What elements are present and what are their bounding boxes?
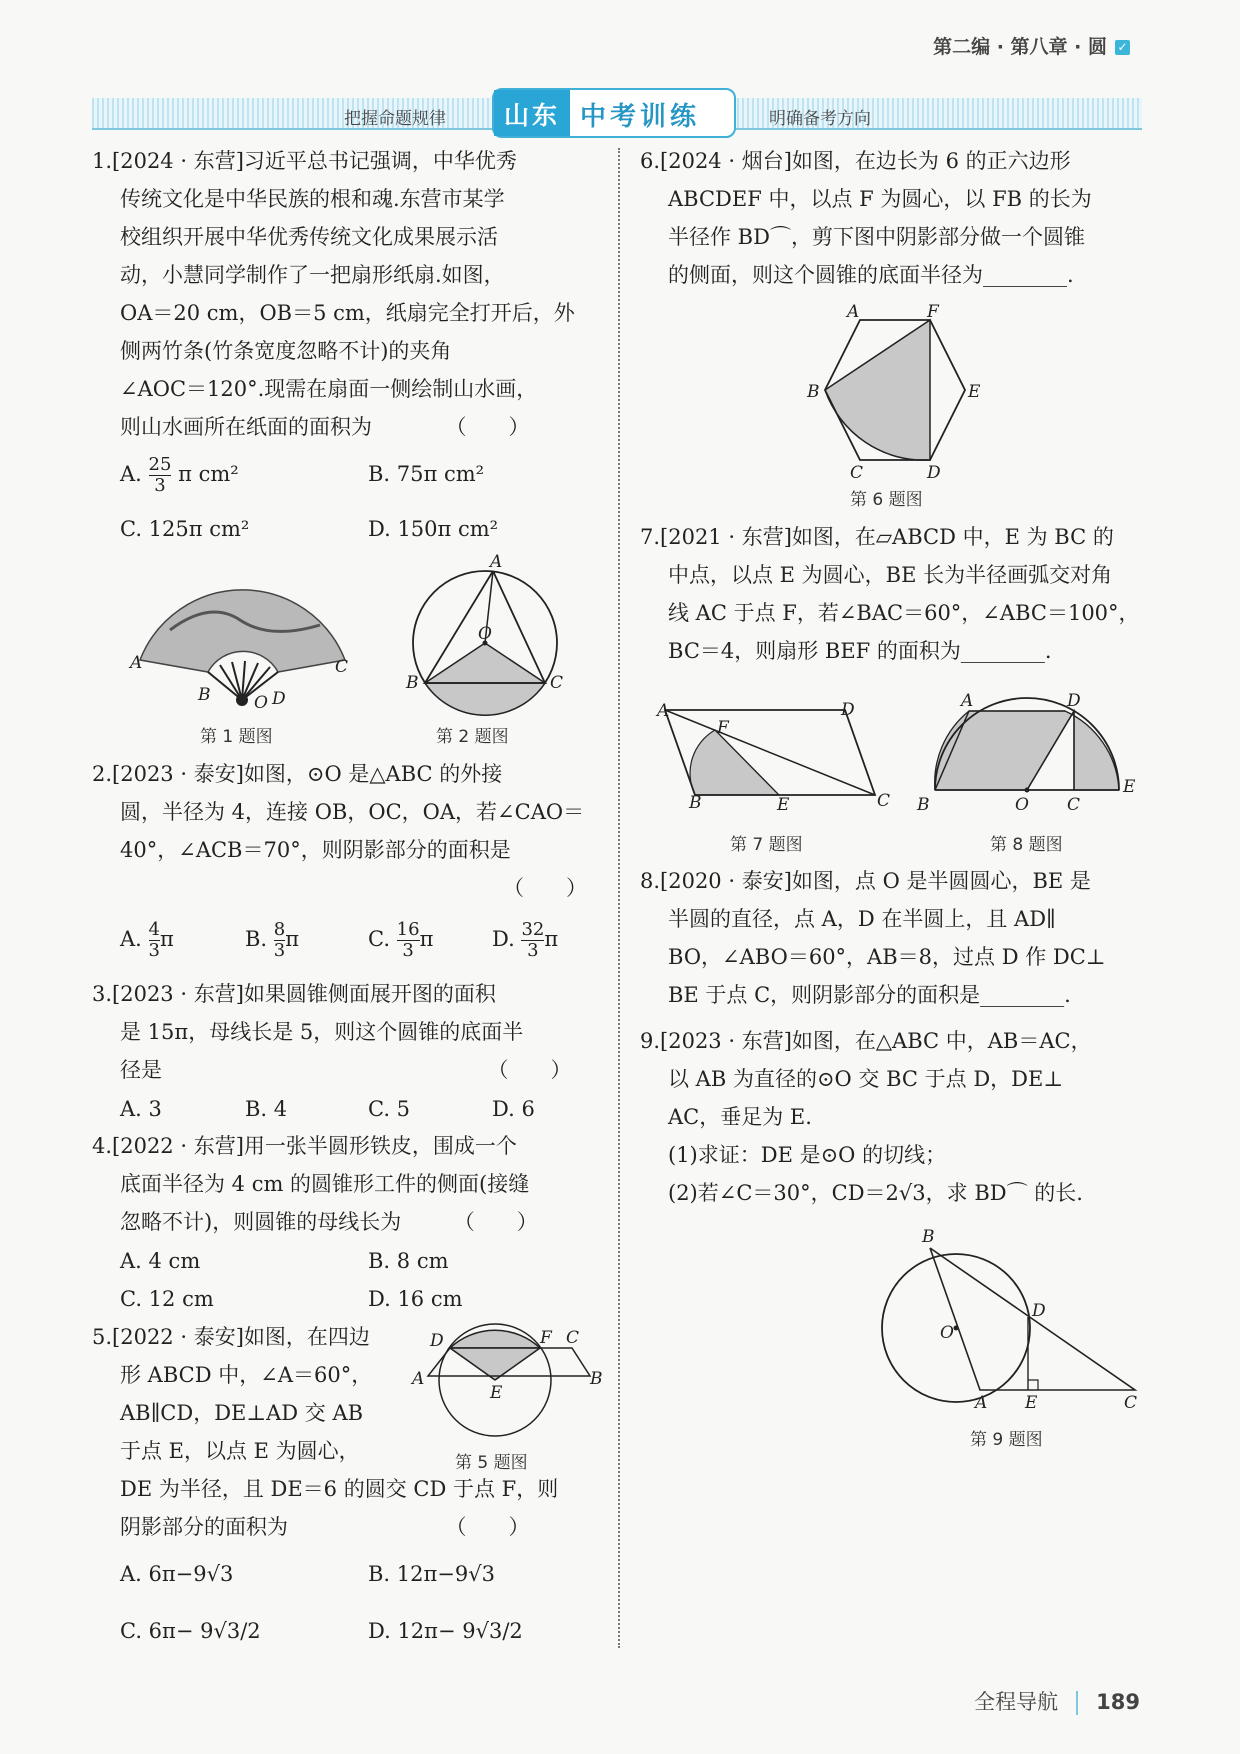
fig8-label-c: C: [1067, 795, 1081, 815]
caption-fig1: 第 1 题图: [200, 727, 273, 747]
caption-fig7: 第 7 题图: [730, 835, 803, 855]
q1-option-d: D. 150π cm²: [368, 517, 499, 541]
figure-1-fan: [130, 560, 360, 713]
text-line: 于点 E，以点 E 为圆心，: [120, 1439, 360, 1463]
caption-fig2: 第 2 题图: [436, 727, 509, 747]
fig1-label-d: D: [272, 689, 286, 709]
question-1: [92, 142, 597, 446]
text-line: AB∥CD，DE⊥AD 交 AB: [120, 1401, 364, 1425]
text-line: 9.[2023 · 东营]如图，在△ABC 中，AB＝AC，: [640, 1029, 1092, 1053]
q4-option-d: D. 16 cm: [368, 1287, 463, 1311]
fig5-label-f: F: [540, 1328, 552, 1348]
q4-option-a: A. 4 cm: [120, 1249, 201, 1273]
fig5-label-b: B: [590, 1369, 603, 1389]
figure-2-circle: [400, 552, 564, 720]
q5-option-a: A. 6π−9√3: [120, 1562, 234, 1586]
page-footer: [974, 1686, 1140, 1716]
q2-option-b: B. $\frac{8}{3}$ π: [245, 919, 300, 961]
caption-fig5: 第 5 题图: [455, 1453, 528, 1473]
caption-fig6: 第 6 题图: [850, 490, 923, 510]
fig7-label-a: A: [657, 701, 670, 721]
text-line: 1.[2024 · 东营]习近平总书记强调，中华优秀: [92, 149, 517, 173]
caption-fig8: 第 8 题图: [990, 835, 1063, 855]
fig2-label-b: B: [406, 673, 419, 693]
fig2-label-c: C: [550, 673, 564, 693]
fig2-label-o: O: [478, 624, 492, 644]
figure-6-hexagon: [805, 302, 985, 483]
fig7-label-b: B: [689, 793, 702, 813]
text-line: 的侧面，则这个圆锥的底面半径为________.: [668, 263, 1074, 287]
column-divider: [618, 148, 620, 1648]
fig1-label-a: A: [130, 653, 143, 673]
text-line: (2)若∠C＝30°，CD＝2√3，求 BD⌒ 的长.: [668, 1181, 1083, 1205]
text-line: （ ）: [503, 876, 587, 900]
q4-option-c: C. 12 cm: [120, 1287, 214, 1311]
fig9-label-b: B: [922, 1227, 935, 1247]
text-line: 形 ABCD 中，∠A＝60°，: [120, 1363, 373, 1387]
q1-option-b: B. 75π cm²: [368, 462, 485, 486]
q3-option-b: B. 4: [245, 1097, 288, 1121]
text-line: 动，小慧同学制作了一把扇形纸扇.如图，: [120, 263, 505, 287]
fig7-label-f: F: [717, 718, 729, 738]
page-number: 189: [1096, 1690, 1140, 1714]
q5-option-c: C. 6π− 9√3/2: [120, 1619, 261, 1643]
text-line: 半径作 BD⌒，剪下图中阴影部分做一个圆锥: [668, 225, 1085, 249]
text-line: (1)求证：DE 是⊙O 的切线；: [668, 1143, 947, 1167]
footer-label: 全程导航: [974, 1690, 1059, 1714]
text-line: 传统文化是中华民族的根和魂.东营市某学: [120, 187, 505, 211]
fig5-label-d: D: [430, 1331, 444, 1351]
text-line: 6.[2024 · 烟台]如图，在边长为 6 的正六边形: [640, 149, 1071, 173]
section-banner: [92, 98, 1142, 130]
fig5-label-a: A: [412, 1369, 425, 1389]
text-line: 校组织开展中华优秀传统文化成果展示活: [120, 225, 498, 249]
fig6-label-d: D: [927, 463, 941, 483]
fig8-label-e: E: [1123, 777, 1136, 797]
fig9-label-c: C: [1124, 1393, 1138, 1413]
fig7-label-d: D: [841, 700, 855, 720]
q3-option-d: D. 6: [492, 1097, 535, 1121]
banner-title-b: 中考训练: [580, 102, 701, 132]
text-line: OA＝20 cm，OB＝5 cm，纸扇完全打开后，外: [120, 301, 575, 325]
text-line: 2.[2023 · 泰安]如图，⊙O 是△ABC 的外接: [92, 762, 503, 786]
text-line: BO，∠ABO＝60°，AB＝8，过点 D 作 DC⊥: [668, 945, 1106, 969]
q4-option-b: B. 8 cm: [368, 1249, 449, 1273]
figure-7-parallelogram: [655, 700, 895, 815]
figure-5: [410, 1318, 603, 1443]
text-line: 忽略不计)，则圆锥的母线长为 （ ）: [120, 1210, 538, 1234]
fig6-label-a: A: [847, 302, 860, 322]
text-line: 40°，∠ACB＝70°，则阴影部分的面积是: [120, 838, 511, 862]
q1-option-a: A. $\frac{25}{3}$ π cm²: [120, 454, 239, 496]
figure-9: [880, 1228, 1150, 1413]
chapter-header: [933, 32, 1130, 59]
fig5-label-e: E: [490, 1383, 503, 1403]
fig9-label-e: E: [1025, 1393, 1038, 1413]
fig1-label-o: O: [254, 693, 268, 713]
text-line: 半圆的直径，点 A，D 在半圆上，且 AD∥: [668, 907, 1056, 931]
text-line: ∠AOC＝120°.现需在扇面一侧绘制山水画，: [120, 377, 538, 401]
text-line: 7.[2021 · 东营]如图，在▱ABCD 中，E 为 BC 的: [640, 525, 1114, 549]
text-line: 以 AB 为直径的⊙O 交 BC 于点 D，DE⊥: [668, 1067, 1064, 1091]
question-8: [640, 862, 1145, 1014]
q2-option-d: D. $\frac{32}{3}$ π: [492, 919, 559, 961]
text-line: 线 AC 于点 F，若∠BAC＝60°，∠ABC＝100°，: [668, 601, 1140, 625]
fig8-label-a: A: [961, 691, 974, 711]
text-line: ABCDEF 中，以点 F 为圆心，以 FB 的长为: [668, 187, 1092, 211]
fig7-label-c: C: [877, 791, 891, 811]
fig9-label-a: A: [975, 1393, 988, 1413]
question-9: [640, 1022, 1145, 1212]
text-line: AC，垂足为 E.: [668, 1105, 812, 1129]
text-line: 中点，以点 E 为圆心，BE 长为半径画弧交对角: [668, 563, 1113, 587]
caption-fig9: 第 9 题图: [970, 1430, 1043, 1450]
fig6-label-c: C: [850, 463, 864, 483]
check-icon: ✓: [1115, 40, 1130, 55]
q5-option-b: B. 12π−9√3: [368, 1562, 496, 1586]
text-line: 4.[2022 · 东营]用一张半圆形铁皮，围成一个: [92, 1134, 517, 1158]
text-line: 8.[2020 · 泰安]如图，点 O 是半圆圆心，BE 是: [640, 869, 1091, 893]
question-4: [92, 1127, 597, 1241]
text-line: 则山水画所在纸面的面积为 （ ）: [120, 415, 530, 439]
question-2: [92, 755, 597, 907]
fig8-label-b: B: [917, 795, 930, 815]
text-line: DE 为半径，且 DE＝6 的圆交 CD 于点 F，则: [120, 1477, 559, 1501]
fig5-label-c: C: [566, 1328, 580, 1348]
question-7: [640, 518, 1145, 670]
fig9-label-o: O: [940, 1323, 954, 1343]
q3-option-a: A. 3: [120, 1097, 162, 1121]
text-line: 是 15π，母线长是 5，则这个圆锥的底面半: [120, 1020, 524, 1044]
banner-title: [492, 88, 736, 138]
fig8-label-d: D: [1067, 691, 1081, 711]
figure-8-semicircle: [915, 690, 1145, 815]
text-line: 底面半径为 4 cm 的圆锥形工件的侧面(接缝: [120, 1172, 530, 1196]
q1-option-c: C. 125π cm²: [120, 517, 250, 541]
text-line: 圆，半径为 4，连接 OB，OC，OA，若∠CAO＝: [120, 800, 585, 824]
fig7-label-e: E: [777, 795, 790, 815]
fig2-label-a: A: [490, 552, 503, 572]
text-line: 5.[2022 · 泰安]如图，在四边: [92, 1325, 370, 1349]
fig6-label-f: F: [927, 302, 939, 322]
q2-option-a: A. $\frac{4}{3}$ π: [120, 919, 174, 961]
text-line: 侧两竹条(竹条宽度忽略不计)的夹角: [120, 339, 452, 363]
question-3: [92, 975, 597, 1089]
q3-option-c: C. 5: [368, 1097, 411, 1121]
q2-option-c: C. $\frac{16}{3}$ π: [368, 919, 434, 961]
fig6-label-b: B: [807, 382, 820, 402]
question-6: [640, 142, 1145, 294]
banner-title-a: 山东: [494, 90, 570, 136]
text-line: 阴影部分的面积为 （ ）: [120, 1515, 530, 1539]
chapter-text: 第二编 · 第八章 · 圆: [933, 36, 1107, 58]
text-line: 径是 （ ）: [120, 1058, 572, 1082]
banner-left: 把握命题规律: [344, 109, 446, 129]
text-line: BC＝4，则扇形 BEF 的面积为________.: [668, 639, 1052, 663]
fig6-label-e: E: [968, 382, 981, 402]
q5-option-d: D. 12π− 9√3/2: [368, 1619, 523, 1643]
fig1-label-b: B: [198, 685, 211, 705]
fig8-label-o: O: [1015, 795, 1029, 815]
text-line: BE 于点 C，则阴影部分的面积是________.: [668, 983, 1071, 1007]
fig9-label-d: D: [1032, 1301, 1046, 1321]
text-line: 3.[2023 · 东营]如果圆锥侧面展开图的面积: [92, 982, 496, 1006]
fig1-label-c: C: [335, 657, 349, 677]
banner-right: 明确备考方向: [769, 109, 871, 129]
